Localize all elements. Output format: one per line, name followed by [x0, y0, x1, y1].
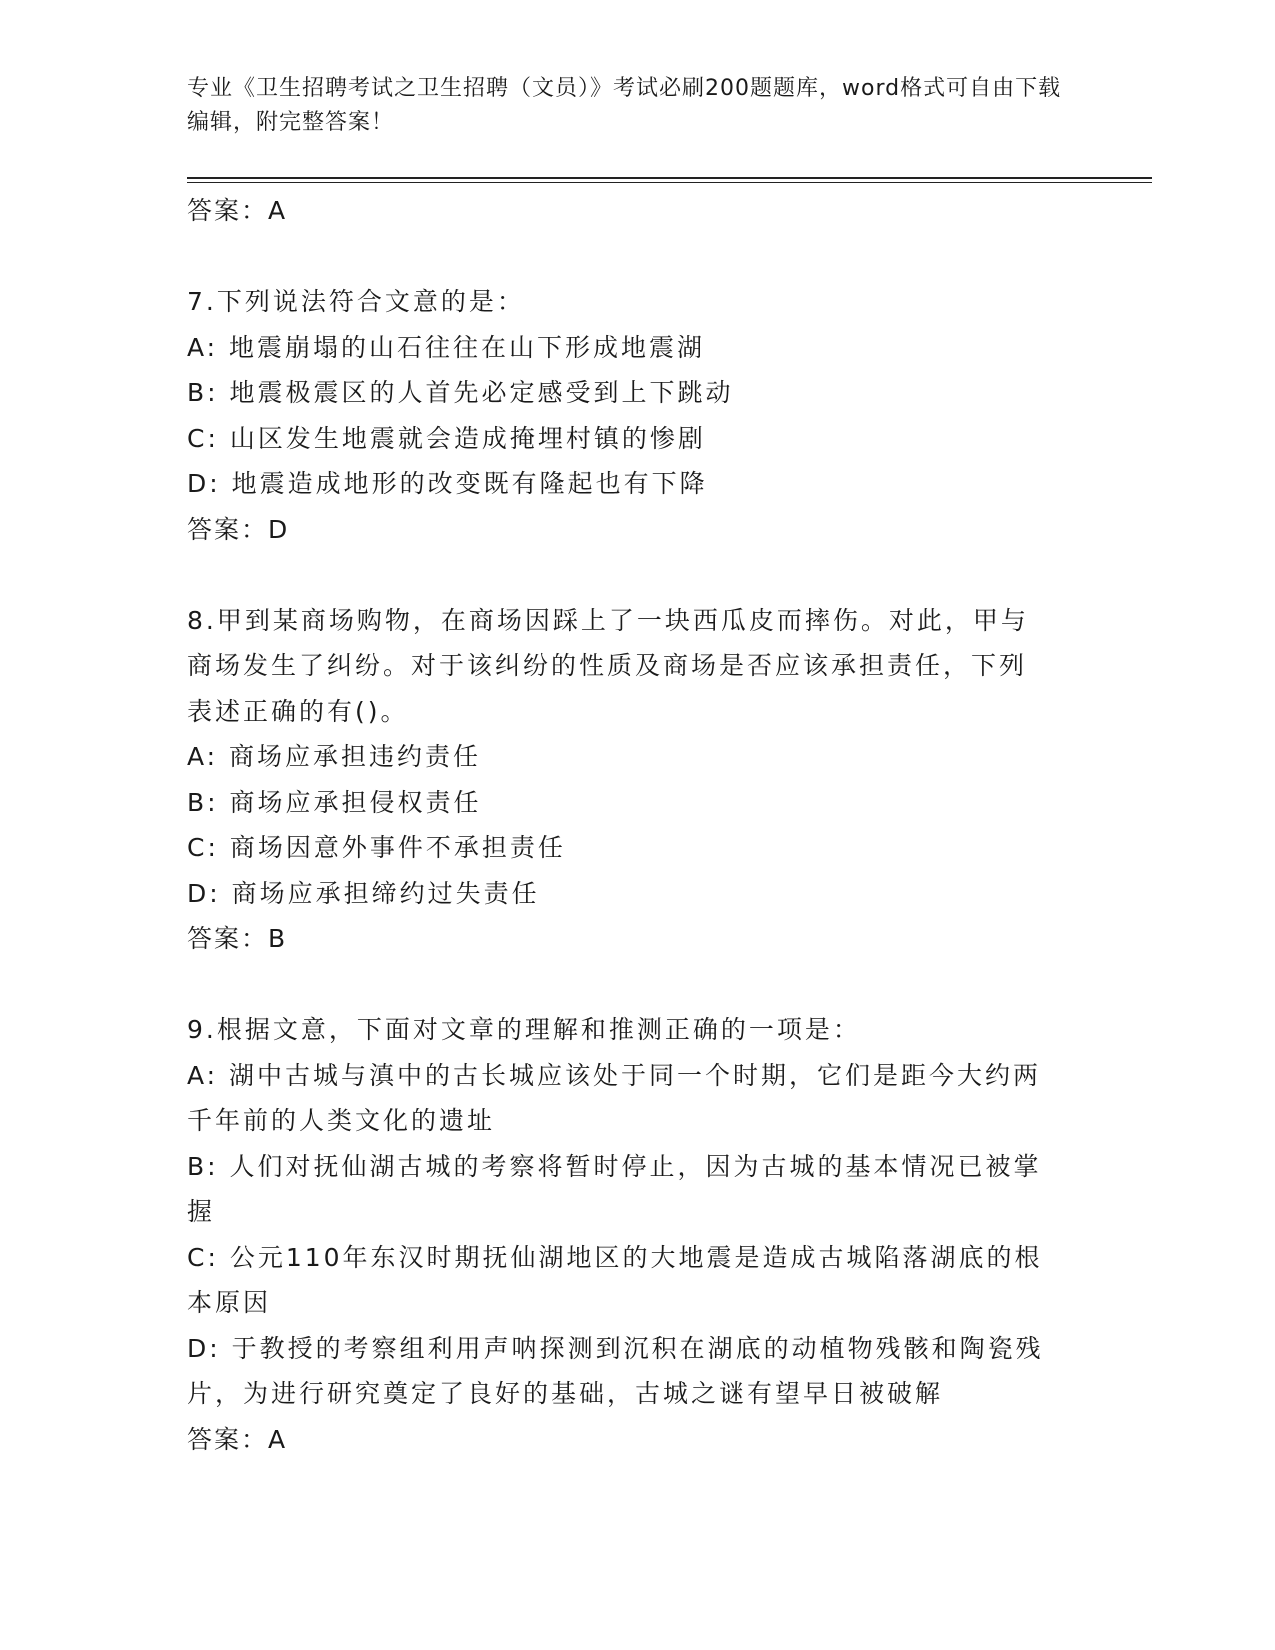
- question-stem: 9.根据文意，下面对文章的理解和推测正确的一项是：: [187, 1015, 861, 1044]
- option-b: B: 商场应承担侵权责任: [187, 787, 482, 817]
- question-stem: 表述正确的有()。: [187, 696, 409, 726]
- option-a: A: 商场应承担违约责任: [187, 742, 482, 771]
- answer-line: 答案：A: [187, 196, 288, 225]
- option-a-continued: 千年前的人类文化的遗址: [187, 1106, 496, 1135]
- option-d: D: 商场应承担缔约过失责任: [187, 878, 540, 908]
- option-c-continued: 本原因: [187, 1288, 272, 1317]
- option-b: B: 地震极震区的人首先必定感受到上下跳动: [187, 378, 734, 407]
- option-c: C: 山区发生地震就会造成掩埋村镇的惨剧: [187, 423, 706, 453]
- question-stem: 7.下列说法符合文意的是：: [187, 287, 525, 316]
- option-a: A: 湖中古城与滇中的古长城应该处于同一个时期，它们是距今大约两: [187, 1060, 1042, 1090]
- document-header: 专业《卫生招聘考试之卫生招聘（文员）》考试必刷200题题库，word格式可自由下载编辑，附完整答案！: [187, 76, 1062, 135]
- option-b-continued: 握: [187, 1197, 216, 1226]
- option-c: C: 商场因意外事件不承担责任: [187, 833, 566, 862]
- spacer: [187, 234, 1077, 280]
- answer-line: 答案：D: [187, 514, 290, 544]
- header-rule-thin: [187, 182, 1152, 183]
- header-rule-thick: [187, 177, 1152, 179]
- option-c: C: 公元110年东汉时期抚仙湖地区的大地震是造成古城陷落湖底的根: [187, 1242, 1043, 1272]
- spacer: [187, 962, 1077, 1008]
- option-b: B: 人们对抚仙湖古城的考察将暂时停止，因为古城的基本情况已被掌: [187, 1151, 1042, 1181]
- option-a: A: 地震崩塌的山石往往在山下形成地震湖: [187, 332, 706, 362]
- document-body: [187, 188, 1077, 1462]
- question-stem: 8.甲到某商场购物，在商场因踩上了一块西瓜皮而摔伤。对此，甲与: [187, 605, 1029, 635]
- spacer: [187, 552, 1077, 598]
- option-d: D: 于教授的考察组利用声呐探测到沉积在湖底的动植物残骸和陶瓷残: [187, 1333, 1044, 1363]
- answer-line: 答案：B: [187, 924, 288, 953]
- question-stem: 商场发生了纠纷。对于该纠纷的性质及商场是否应该承担责任，下列: [187, 651, 1028, 680]
- answer-line: 答案：A: [187, 1424, 288, 1454]
- option-d-continued: 片，为进行研究奠定了良好的基础，古城之谜有望早日被破解: [187, 1379, 944, 1408]
- option-d: D: 地震造成地形的改变既有隆起也有下降: [187, 469, 708, 498]
